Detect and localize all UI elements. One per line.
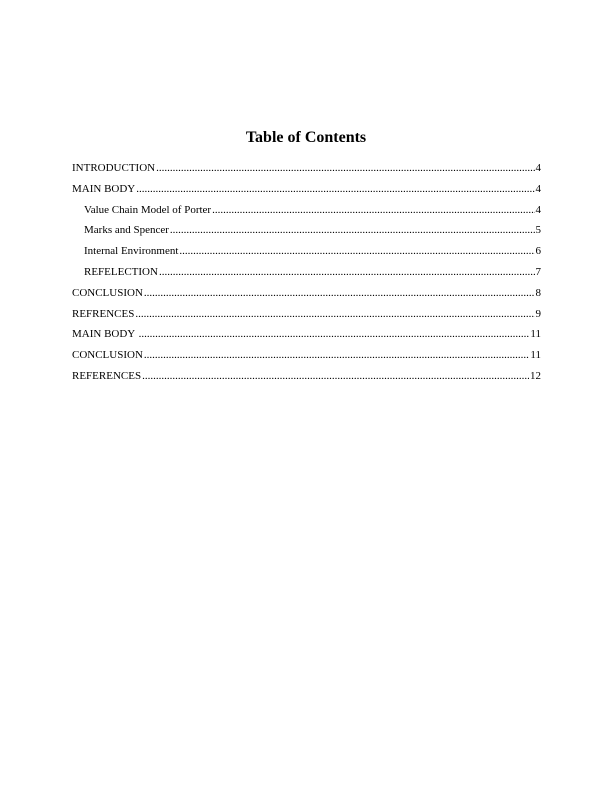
toc-dot-leader — [142, 369, 529, 383]
toc-entry-text: Value Chain Model of Porter — [84, 203, 212, 216]
toc-page-number: 4 — [535, 162, 541, 174]
toc-dot-leader — [136, 182, 534, 196]
toc-dot-leader — [144, 286, 535, 300]
toc-entry-introduction[interactable] — [72, 161, 541, 182]
toc-page-number: 8 — [535, 286, 541, 299]
toc-dot-leader — [156, 161, 534, 175]
toc-entry-refrences[interactable] — [72, 307, 541, 328]
toc-entry-marks-and-spencer[interactable] — [72, 223, 541, 244]
toc-list — [72, 161, 541, 390]
toc-dot-leader — [135, 307, 534, 321]
toc-page-number: 5 — [535, 224, 541, 237]
toc-entry-internal-environment[interactable] — [72, 244, 541, 265]
toc-page-number: 12 — [530, 369, 541, 382]
toc-page-number: 6 — [535, 245, 541, 258]
toc-page-number: 11 — [530, 328, 541, 341]
toc-entry-text: Internal Environment — [84, 245, 179, 258]
toc-dot-leader — [139, 327, 530, 341]
toc-entry-text: Marks and Spencer — [84, 224, 169, 237]
toc-entry-conclusion-2[interactable] — [72, 348, 541, 369]
toc-entry-text: INTRODUCTION — [72, 162, 156, 174]
toc-entry-text: REFRENCES — [72, 307, 135, 320]
toc-page-number: 9 — [535, 307, 541, 320]
toc-dot-leader — [170, 223, 535, 237]
toc-page-number: 11 — [530, 349, 541, 362]
toc-dot-leader — [159, 265, 535, 279]
toc-page-number: 7 — [535, 265, 541, 278]
toc-entry-main-body[interactable] — [72, 182, 541, 203]
toc-page-number: 4 — [535, 182, 541, 195]
toc-entry-text: MAIN BODY — [72, 328, 138, 341]
toc-entry-text: MAIN BODY — [72, 182, 136, 195]
toc-entry-value-chain-model[interactable] — [72, 203, 541, 224]
toc-dot-leader — [212, 203, 534, 217]
toc-entry-text: REFERENCES — [72, 369, 142, 382]
toc-entry-text: REFELECTION — [84, 265, 158, 278]
toc-page-number: 4 — [535, 203, 541, 216]
toc-entry-text: CONCLUSION — [72, 286, 143, 299]
toc-entry-text: CONCLUSION — [72, 349, 143, 362]
toc-dot-leader — [144, 348, 530, 362]
toc-title: Table of Contents — [245, 129, 367, 146]
toc-entry-references[interactable] — [72, 369, 541, 390]
toc-entry-main-body-2[interactable] — [72, 327, 541, 348]
toc-entry-reflection[interactable] — [72, 265, 541, 286]
toc-dot-leader — [179, 244, 534, 258]
toc-entry-conclusion[interactable] — [72, 286, 541, 307]
